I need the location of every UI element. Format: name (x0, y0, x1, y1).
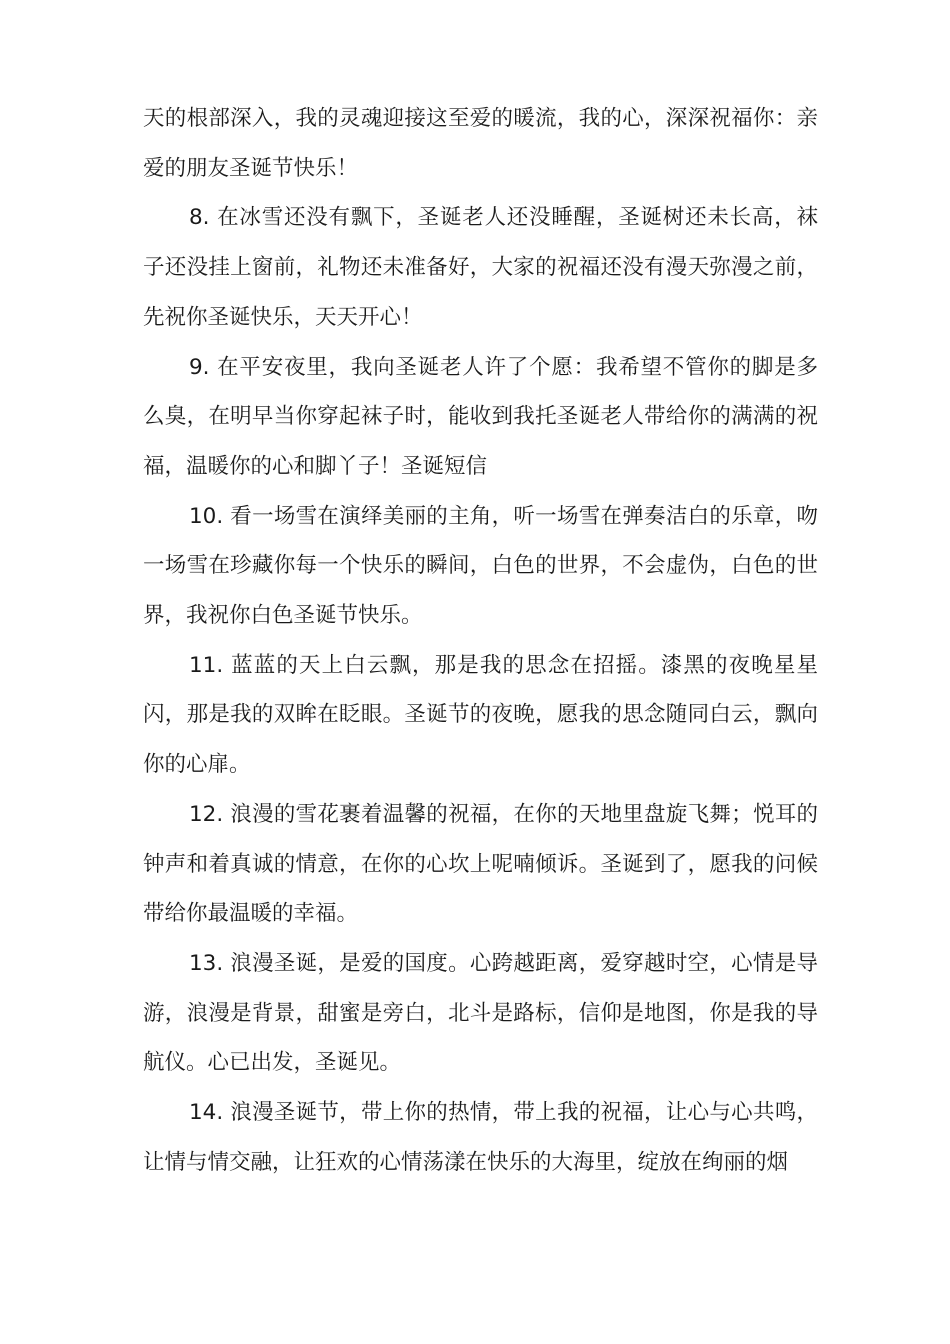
paragraph-item-13: 13. 浪漫圣诞，是爱的国度。心跨越距离，爱穿越时空，心情是导游，浪漫是背景，甜蜜是旁白，北斗是路标，信仰是地图，你是我的导航仪。心已出发，圣诞见。 (143, 950, 818, 1076)
paragraph-item-10: 10. 看一场雪在演绎美丽的主角，听一场雪在弹奏洁白的乐章，吻一场雪在珍藏你每一个快乐的瞬间，白色的世界，不会虚伪，白色的世界，我祝你白色圣诞节快乐。 (143, 503, 818, 629)
paragraph-item-11: 11. 蓝蓝的天上白云飘，那是我的思念在招摇。漆黑的夜晚星星闪，那是我的双眸在眨眼。圣诞节的夜晚，愿我的思念随同白云，飘向你的心扉。 (143, 652, 818, 778)
paragraph-item-8: 8. 在冰雪还没有飘下，圣诞老人还没睡醒，圣诞树还未长高，袜子还没挂上窗前，礼物还未准备好，大家的祝福还没有漫天弥漫之前，先祝你圣诞快乐，天天开心！ (143, 205, 818, 330)
paragraph-continuation: 天的根部深入，我的灵魂迎接这至爱的暖流，我的心，深深祝福你：亲爱的朋友圣诞节快乐！ (143, 106, 818, 181)
document-body (143, 94, 818, 1187)
paragraph-item-9: 9. 在平安夜里，我向圣诞老人许了个愿：我希望不管你的脚是多么臭，在明早当你穿起袜子时，能收到我托圣诞老人带给你的满满的祝福，温暖你的心和脚丫子！圣诞短信 (143, 354, 818, 479)
paragraph-item-14: 14. 浪漫圣诞节，带上你的热情，带上我的祝福，让心与心共鸣，让情与情交融，让狂欢的心情荡漾在快乐的大海里，绽放在绚丽的烟 (143, 1100, 818, 1175)
paragraph-item-12: 12. 浪漫的雪花裹着温馨的祝福，在你的天地里盘旋飞舞；悦耳的钟声和着真诚的情意，在你的心坎上呢喃倾诉。圣诞到了，愿我的问候带给你最温暖的幸福。 (143, 801, 818, 927)
